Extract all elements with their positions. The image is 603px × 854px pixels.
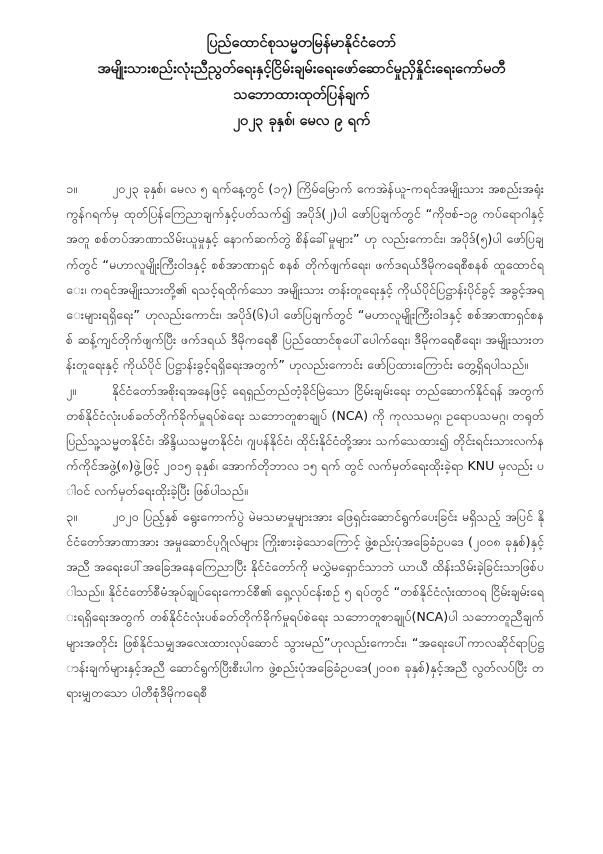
document-body (66, 176, 544, 705)
paragraph-text: ၂၀၂၃ ခုနှစ်၊ မေလ ၅ ရက်နေ့တွင် (၁၇) ကြိမ်မြောက် ကေအဲန်ယူ-ကရင်အမျိုးသား အစည်းအရုံးကွန်ဂရက်မှ ထုတ်ပြန်ကြေညာချက်နှင့်ပတ်သက်၍ အပိုဒ်(၂)ပါ ဖော်ပြချက်တွင် “ကိုဗစ်-၁၉ ကပ်ရောဂါနှင့်အတူ စစ်တပ်အာဏာသိမ်းယူမှုနှင့် နောက်ဆက်တွဲ စိန်ခေါ်မှုများ” ဟု လည်းကောင်း၊ အပိုဒ်(၅)ပါ ဖော်ပြချက်တွင် “မဟာလူမျိုးကြီးဝါဒနှင့် စစ်အာဏာရှင် စနစ် တိုက်ဖျက်ရေး၊ ဖက်ဒရယ်ဒီမိုကရေစီစနစ် ထူထောင်ရေး၊ ကရင်အမျိုးသားတို့၏ ရသင့်ရထိုက်သော အမျိုးသား တန်းတူရေးနှင့် ကိုယ်ပိုင်ပြဋ္ဌာန်းပိုင်ခွင့် အခွင့်အရေးများရရှိရေး” ဟုလည်းကောင်း၊ အပိုဒ်(၆)ပါ ဖော်ပြချက်တွင် “မဟာလူမျိုးကြီးဝါဒနှင့် စစ်အာဏာရှင်စနစ် ဆန့်ကျင်တိုက်ဖျက်ပြီး ဖက်ဒရယ် ဒီမိုကရေစီ ပြည်ထောင်စုပေါ်ပေါက်ရေး၊ ဒီမိုကရေစီရေး၊ အမျိုးသားတန်းတူရေးနှင့် ကိုယ်ပိုင် ပြဋ္ဌာန်းခွင့်ရရှိရေးအတွက်” ဟုလည်းကောင်း ဖော်ပြထားကြောင်း တွေ့ရှိရပါသည်။ (66, 181, 544, 373)
paragraph-text: နိုင်ငံတော်အစိုးရအနေဖြင့် ရေရှည်တည်တံ့ခိုင်မြဲသော ငြိမ်းချမ်းရေး တည်ဆောက်နိုင်ရန် အတွက် တစ်နိုင်ငံလုံးပစ်ခတ်တိုက်ခိုက်မှုရပ်စဲရေး သဘောတူစာချုပ် (NCA) ကို ကုလသမဂ္ဂ၊ ဥရောပသမဂ္ဂ၊ တရုတ်ပြည်သူ့သမ္မတနိုင်ငံ၊ အိန္ဒိယသမ္မတနိုင်ငံ၊ ဂျပန်နိုင်ငံ၊ ထိုင်းနိုင်ငံတို့အား သက်သေထား၍ တိုင်းရင်းသားလက်နက်ကိုင်အဖွဲ့(၈)ဖွဲ့ဖြင့် ၂၀၁၅ ခုနှစ်၊ အောက်တိုဘာလ ၁၅ ရက် တွင် လက်မှတ်ရေးထိုးခဲ့ရာ KNU မှလည်း ပါဝင် လက်မှတ်ရေးထိုးခဲ့ပြီး ဖြစ်ပါသည်။ (66, 382, 544, 499)
statement-date: ၂၀၂၃ ခုနှစ်၊ မေလ ၉ ရက် (232, 113, 371, 129)
paragraph-text: ၂၀၂၀ ပြည့်နှစ် ရွေးကောက်ပွဲ မဲမသမာမှုများအား ဖြေရှင်းဆောင်ရွက်ပေးခြင်း မရှိသည့် အပြင် နိုင်ငံတော်အာဏာအား အမှုဆောင်ပုဂ္ဂိုလ်များ ကြိုးစားခဲ့သောကြောင့် ဖွဲ့စည်းပုံအခြေခံဥပဒေ (၂၀၀၈ ခုနှစ်)နှင့်အညီ အရေးပေါ်အခြေအနေကြေညာပြီး နိုင်ငံတော်ကို မလွှဲမရှောင်သာဘဲ ယာယီ ထိန်းသိမ်းခဲ့ခြင်းသာဖြစ်ပါသည်။ နိုင်ငံတော်စီမံအုပ်ချုပ်ရေးကောင်စီ၏ ရှေ့လုပ်ငန်းစဉ် ၅ ရပ်တွင် “တစ်နိုင်ငံလုံးထာဝရ ငြိမ်းချမ်းရေးရရှိရေးအတွက် တစ်နိုင်ငံလုံးပစ်ခတ်တိုက်ခိုက်မှုရပ်စဲရေး သဘောတူစာချုပ်(NCA)ပါ သဘောတူညီချက်များအတိုင်း ဖြစ်နိုင်သမျှအလေးထားလုပ်ဆောင် သွားမည်”ဟုလည်းကောင်း၊ “အရေးပေါ်ကာလဆိုင်ရာပြဋ္ဌာန်းချက်များနှင့်အညီ ဆောင်ရွက်ပြီးစီးပါက ဖွဲ့စည်းပုံအခြေခံဥပဒေ(၂၀၀၈ ခုနှစ်)နှင့်အညီ လွတ်လပ်ပြီး တရားမျှတသော ပါတီစုံဒီမိုကရေစီ (66, 508, 544, 701)
document-header (40, 30, 563, 134)
paragraph-3 (66, 504, 544, 706)
paragraph-number: ၁။ (66, 181, 77, 196)
paragraph-number: ၂။ (66, 382, 76, 398)
paragraph-1 (66, 176, 544, 378)
country-title: ပြည်ထောင်စုသမ္မတမြန်မာနိုင်ငံတော် (206, 35, 397, 51)
paragraph-number: ၃။ (66, 508, 77, 524)
paragraph-2 (66, 378, 544, 504)
committee-title: အမျိုးသားစည်းလုံးညီညွတ်ရေးနှင့်ငြိမ်းချမ်းရေးဖော်ဆောင်မှုညှိနှိုင်းရေးကော်မတီ (97, 61, 506, 77)
statement-title: သဘောထားထုတ်ပြန်ချက် (233, 87, 370, 103)
